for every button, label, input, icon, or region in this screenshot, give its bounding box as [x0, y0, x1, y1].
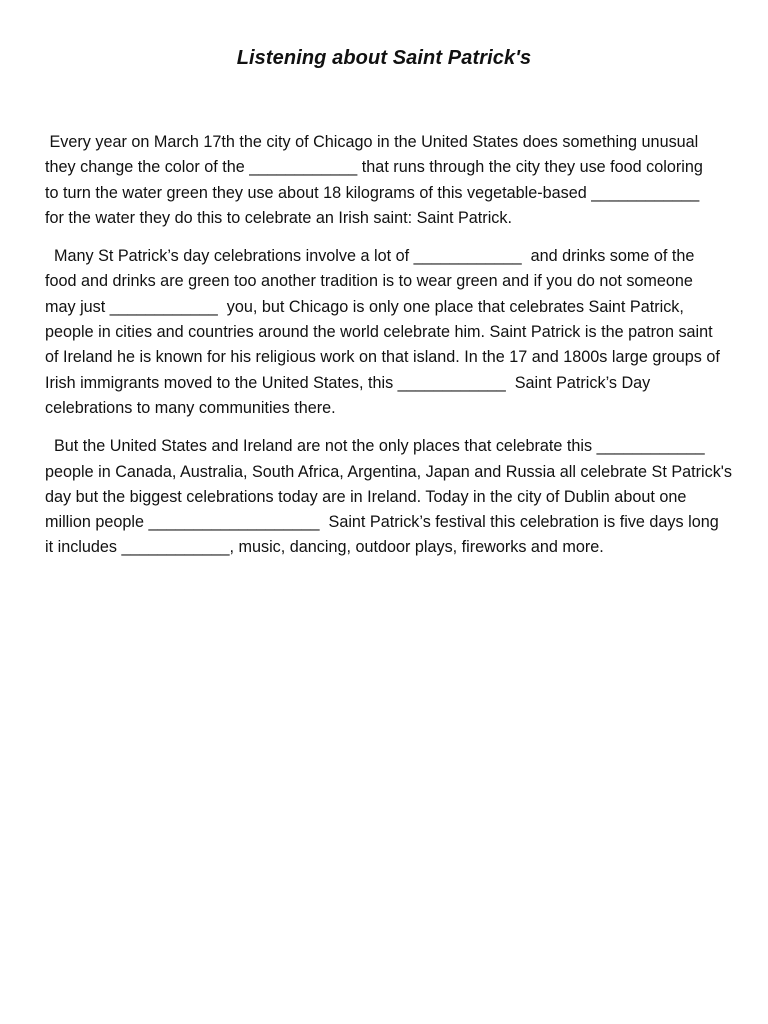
- text-line: But the United States and Ireland are not the only places that celebrate this ____________: [45, 437, 705, 456]
- paragraph-1: [45, 130, 725, 231]
- text-line: of Ireland he is known for his religious work on that island. In the 17 and 1800s large groups of: [45, 348, 720, 367]
- text-line: food and drinks are green too another tradition is to wear green and if you do not someone: [45, 272, 693, 291]
- text-line: people in Canada, Australia, South Africa, Argentina, Japan and Russia all celebrate St Patrick's: [45, 462, 732, 481]
- text-line: Irish immigrants moved to the United States, this ____________ Saint Patrick’s Day: [45, 373, 651, 392]
- document-title: Listening about Saint Patrick's: [236, 47, 532, 69]
- text-line: to turn the water green they use about 18 kilograms of this vegetable-based ____________: [45, 183, 700, 202]
- text-line: may just ____________ you, but Chicago is only one place that celebrates Saint Patrick,: [45, 297, 684, 316]
- text-line: celebrations to many communities there.: [45, 398, 336, 417]
- paragraph-2: [45, 244, 725, 421]
- text-line: Every year on March 17th the city of Chicago in the United States does something unusual: [45, 133, 699, 151]
- paragraph-3: [45, 434, 732, 560]
- text-line: it includes ____________, music, dancing, outdoor plays, fireworks and more.: [45, 538, 604, 557]
- text-line: they change the color of the ____________ that runs through the city they use food coloring: [45, 158, 703, 177]
- text-line: people in cities and countries around the world celebrate him. Saint Patrick is the patron saint: [45, 323, 713, 342]
- text-line: for the water they do this to celebrate an Irish saint: Saint Patrick.: [45, 208, 512, 227]
- text-line: day but the biggest celebrations today are in Ireland. Today in the city of Dublin about one: [45, 487, 687, 506]
- text-line: Many St Patrick’s day celebrations involve a lot of ____________ and drinks some of the: [45, 247, 695, 266]
- document-body: [45, 130, 732, 574]
- text-line: million people ___________________ Saint Patrick’s festival this celebration is five days long: [45, 513, 719, 532]
